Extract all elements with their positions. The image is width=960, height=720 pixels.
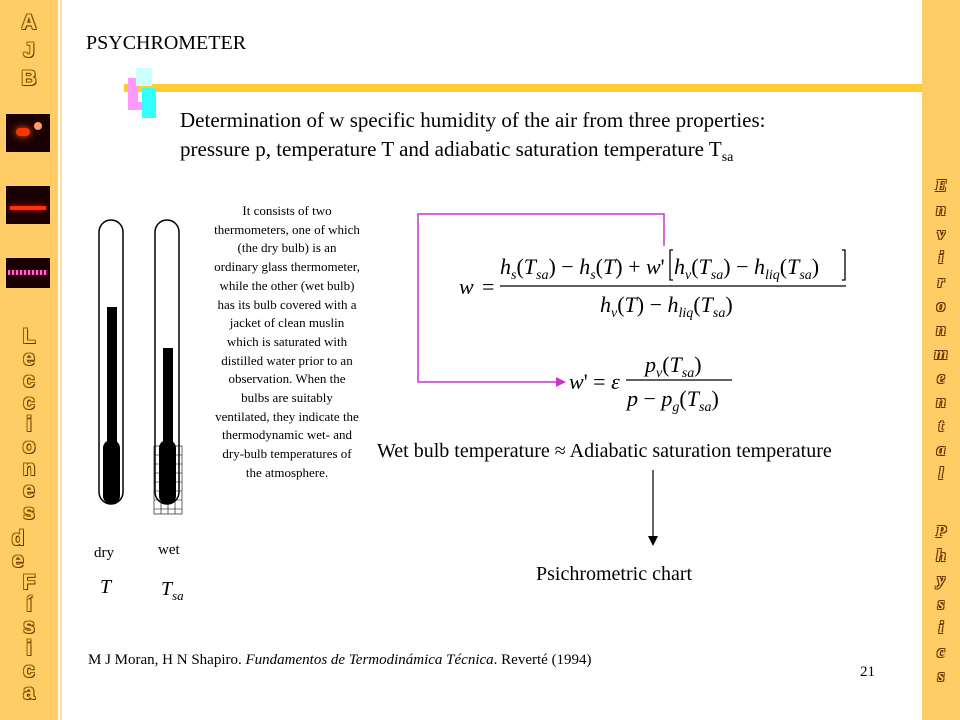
sidebar-letter: h	[936, 546, 946, 565]
reference: M J Moran, H N Shapiro. Fundamentos de Termodinámica Técnica. Reverté (1994)	[88, 652, 592, 668]
thermometer-description: It consists of two thermometers, one of which (the dry bulb) is an ordinary glass thermometer, while the other (wet bulb) has its bulb covered with a jacket of clean muslin which is saturated with distilled water prior to an observation. When the bulbs are suitably ventilated, they indicate the thermodynamic wet- and dry-bulb temperatures of the atmosphere.	[214, 203, 360, 480]
sidebar-letter: n	[936, 320, 946, 339]
wet-symbol: $T_{sa}$	[161, 578, 184, 603]
svg-text:w: w	[459, 274, 474, 299]
sidebar-letter: s	[23, 615, 35, 638]
dry-label: dry	[94, 545, 114, 561]
sidebar-letter: d	[11, 527, 25, 550]
sidebar-letter: o	[22, 435, 36, 458]
sidebar-letter: v	[937, 224, 945, 243]
formula-w	[459, 254, 846, 321]
sidebar-letter: c	[23, 391, 35, 414]
sidebar-letter: s	[937, 594, 945, 613]
sidebar-letter: í	[26, 593, 32, 616]
svg-text:p − pg(Tsa): $p - p_g(T_{sa})$	[627, 386, 719, 415]
sidebar-letter: i	[938, 248, 944, 267]
svg-text:hv(Tsa) − hliq(Tsa): $h_v(T_{sa}) - h_{liq}(T_{sa})$	[674, 254, 820, 283]
svg-text:hv(T) − hliq(Tsa): $h_v(T) - h_{liq}(T_{sa})$	[600, 292, 733, 321]
intro-line-1: Determination of w specific humidity of the air from three properties:	[180, 108, 766, 132]
sidebar-letter: e	[12, 549, 24, 572]
svg-text:w' = ε: w' = ε	[569, 369, 620, 394]
sidebar-letter: s	[937, 666, 945, 685]
sidebar-letter: n	[936, 200, 946, 219]
sidebar-letter: o	[936, 296, 946, 315]
sidebar-letter: e	[937, 368, 945, 387]
sidebar-letter: n	[22, 457, 36, 480]
sidebar-letter: B	[21, 67, 37, 90]
sidebar-letter: a	[23, 681, 35, 704]
dry-symbol: T	[100, 576, 112, 598]
sidebar-letter: t	[938, 416, 944, 435]
sidebar-letter: y	[937, 570, 945, 589]
wet-label: wet	[158, 542, 180, 558]
sidebar-letter: c	[937, 642, 945, 661]
svg-text:hs(Tsa) − hs(T) + w': $h_s(T_{sa}) - h_s(T) + w'$	[500, 254, 665, 283]
sidebar-letter: F	[22, 571, 36, 594]
down-arrow	[648, 470, 658, 546]
sidebar-letter: e	[23, 479, 35, 502]
sidebar-letter: i	[26, 413, 32, 436]
sidebar-letter: n	[936, 392, 946, 411]
sidebar-letter: e	[23, 347, 35, 370]
page-number: 21	[860, 664, 875, 680]
sidebar-letter: s	[23, 501, 35, 524]
sidebar-letter: E	[935, 176, 947, 195]
sidebar-letter: m	[934, 344, 948, 363]
sidebar-letter: A	[21, 11, 37, 34]
sidebar-letter: P	[935, 522, 947, 541]
sidebar-letter: L	[22, 325, 36, 348]
sidebar-letter: a	[936, 440, 946, 459]
psychrometric-chart-label: Psichrometric chart	[536, 563, 693, 585]
sidebar-letter: c	[23, 369, 35, 392]
connector-arrowhead	[556, 377, 566, 387]
svg-text:pv(Tsa): $p_v(T_{sa})$	[645, 352, 702, 381]
formula-w-prime	[569, 352, 732, 415]
sidebar-letter: r	[937, 272, 945, 291]
equivalence-statement: Wet bulb temperature ≈ Adiabatic saturation temperature	[377, 440, 832, 462]
sidebar-letter: c	[23, 659, 35, 682]
sidebar-letter: l	[938, 464, 944, 483]
intro-line-2: pressure p, temperature T and adiabatic saturation temperature $T_{sa}$	[180, 137, 734, 166]
svg-text:=: =	[482, 274, 495, 299]
sidebar-letter: i	[26, 637, 32, 660]
sidebar-letter: J	[23, 39, 35, 62]
slide-title: PSYCHROMETER	[86, 32, 247, 54]
sidebar-letter: i	[938, 618, 944, 637]
